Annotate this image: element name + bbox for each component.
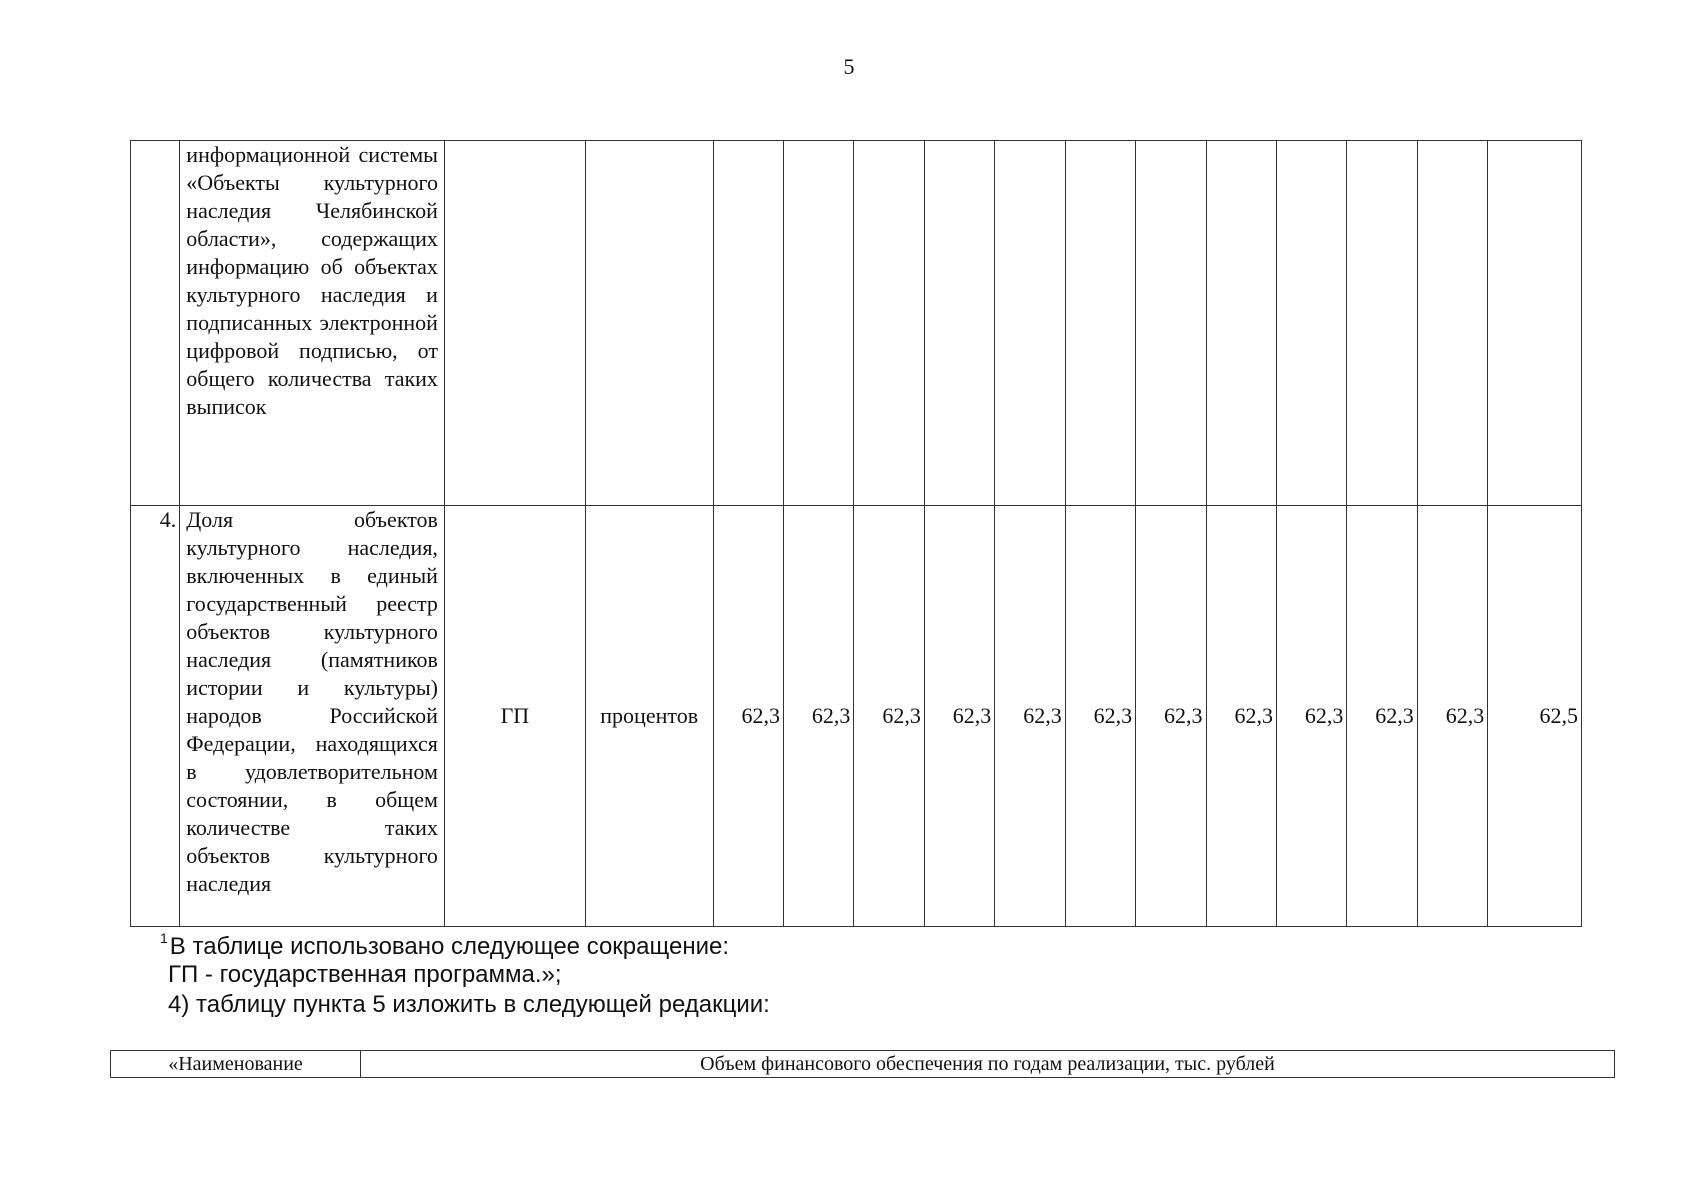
table-row — [111, 1051, 1615, 1078]
value-cell: 62,3 — [1276, 506, 1346, 927]
source-cell: ГП — [444, 506, 585, 927]
finance-col-name: «Наименование — [111, 1051, 361, 1078]
row-number: 4. — [131, 506, 180, 927]
empty-cell — [1206, 141, 1276, 506]
value-cell: 62,3 — [1136, 506, 1206, 927]
table-row — [131, 141, 1582, 506]
indicator-name: информационной системы «Объекты культурного наследия Челябинской области», содержащих информацию об объектах культурного наследия и подписанных электронной цифровой подписью, от общего количества таких выписок — [180, 141, 445, 506]
table-row — [131, 506, 1582, 927]
empty-cell — [995, 141, 1065, 506]
value-cell: 62,3 — [1417, 506, 1487, 927]
empty-cell — [444, 141, 585, 506]
indicator-name: Доля объектов культурного наследия, включенных в единый государственный реестр объектов культурного наследия (памятников истории и культуры) народов Российской Федерации, находящихся в удовлетворительном состоянии, в общем количестве таких объектов культурного наследия — [180, 506, 445, 927]
finance-col-volume: Объем финансового обеспечения по годам реализации, тыс. рублей — [361, 1051, 1615, 1078]
finance-table-header — [110, 1050, 1615, 1078]
row-number — [131, 141, 180, 506]
value-cell: 62,3 — [1347, 506, 1417, 927]
page-number: 5 — [843, 54, 855, 79]
footnote-abbreviation: ГП - государственная программа.»; — [168, 961, 562, 988]
value-cell: 62,3 — [784, 506, 854, 927]
footnote-marker: 1 — [160, 930, 168, 946]
footnote-text: В таблице использовано следующее сокращение: — [169, 933, 730, 960]
empty-cell — [1136, 141, 1206, 506]
empty-cell — [713, 141, 783, 506]
amendment-paragraph: 4) таблицу пункта 5 изложить в следующей редакции: — [168, 991, 770, 1018]
unit-cell: процентов — [585, 506, 713, 927]
value-cell: 62,3 — [1065, 506, 1135, 927]
empty-cell — [924, 141, 994, 506]
value-cell: 62,3 — [713, 506, 783, 927]
indicators-table — [130, 140, 1582, 927]
empty-cell — [854, 141, 924, 506]
empty-cell — [585, 141, 713, 506]
footnote-line — [160, 925, 1468, 962]
value-cell: 62,3 — [854, 506, 924, 927]
value-cell: 62,3 — [1206, 506, 1276, 927]
value-cell: 62,3 — [995, 506, 1065, 927]
empty-cell — [1347, 141, 1417, 506]
empty-cell — [1488, 141, 1582, 506]
empty-cell — [784, 141, 854, 506]
empty-cell — [1276, 141, 1346, 506]
value-cell: 62,3 — [924, 506, 994, 927]
empty-cell — [1417, 141, 1487, 506]
empty-cell — [1065, 141, 1135, 506]
value-cell: 62,5 — [1488, 506, 1582, 927]
